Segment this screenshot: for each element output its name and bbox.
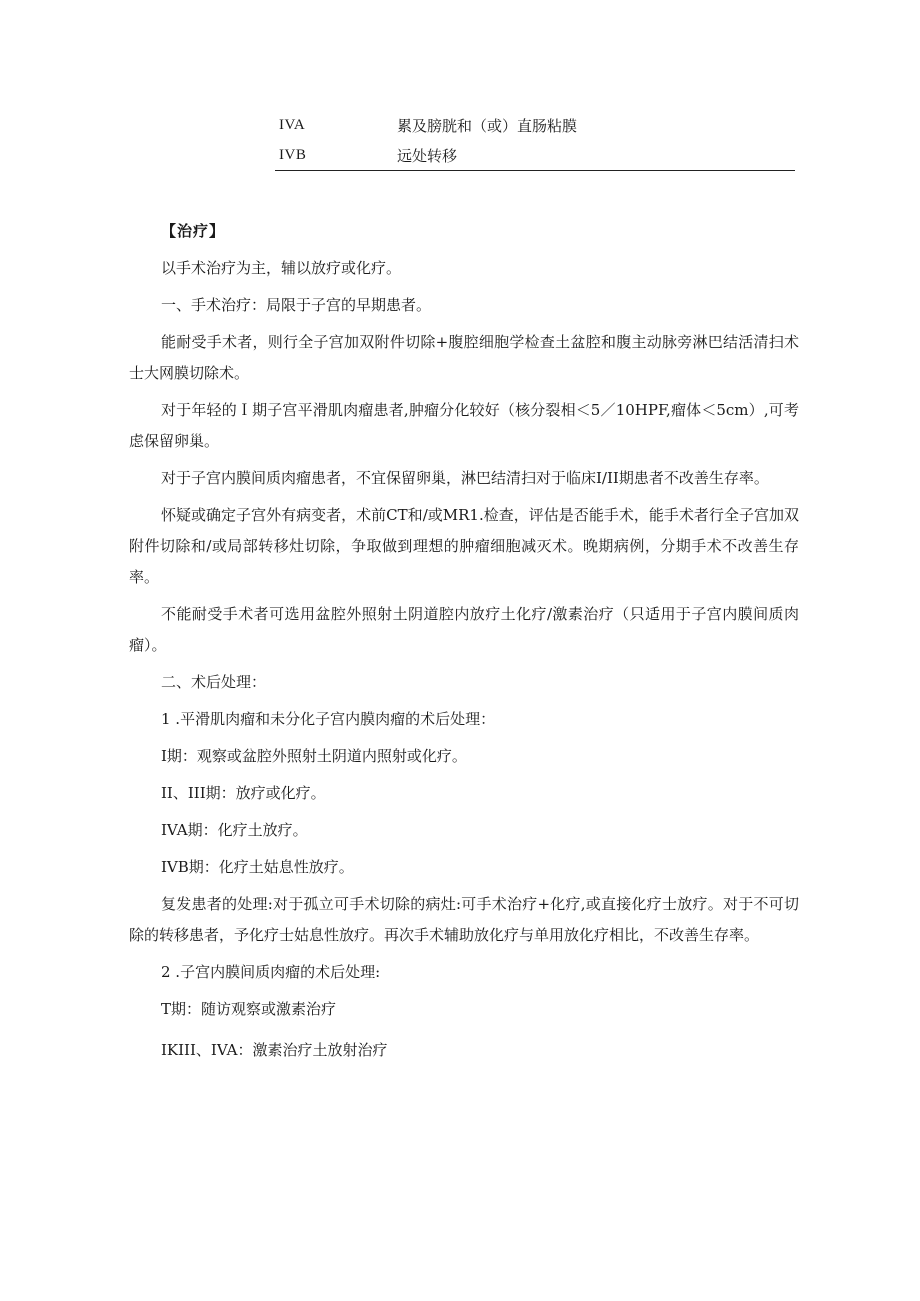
table-row [275, 110, 795, 140]
stage-description: 远处转移 [397, 146, 458, 165]
stage-code: IVA [279, 116, 306, 133]
postop-heading: 二、术后处理： [161, 673, 267, 691]
list-item: IVA期：化疗土放疗。 [161, 821, 308, 839]
paragraph: 复发患者的处理:对于孤立可手术切除的病灶:可手术治疗+化疗,或直接化疗士放疗。对于不可切除的转移患者，予化疗士姑息性放疗。再次手术辅助放化疗与单用放化疗相比，不改善生存率。 [129, 895, 799, 944]
paragraph: 能耐受手术者，则行全子宫加双附件切除+腹腔细胞学检查土盆腔和腹主动脉旁淋巴结活清扫术士大网膜切除术。 [129, 333, 799, 382]
stage-description: 累及膀胱和（或）直肠粘膜 [397, 116, 578, 135]
surgery-heading: 一、手术治疗：局限于子宫的早期患者。 [161, 296, 432, 314]
paragraph: 怀疑或确定子宫外有病变者，术前CT和/或MR1.检查，评估是否能手术，能手术者行全子宫加双附件切除和/或局部转移灶切除，争取做到理想的肿瘤细胞减灭术。晚期病例，分期手术不改善生存率。 [129, 506, 799, 586]
list-item: IVB期：化疗土姑息性放疗。 [161, 858, 354, 876]
paragraph: 不能耐受手术者可选用盆腔外照射土阴道腔内放疗土化疗/激素治疗（只适用于子宫内膜间质肉瘤）。 [129, 605, 799, 654]
list-item: T期：随访观察或激素治疗 [161, 1000, 337, 1018]
list-item: IKIII、IVA：激素治疗土放射治疗 [161, 1041, 388, 1059]
section-title: 【治疗】 [161, 222, 226, 240]
table-bottom-rule [275, 170, 795, 171]
stage-code: IVB [279, 146, 307, 163]
paragraph: 对于年轻的Ｉ期子宫平滑肌肉瘤患者,肿瘤分化较好（核分裂相＜5／10HPF,瘤体＜5cm）,可考虑保留卵巢。 [129, 401, 799, 450]
paragraph: 对于子宫内膜间质肉瘤患者，不宜保留卵巢，淋巴结清扫对于临床I/II期患者不改善生存率。 [161, 469, 769, 487]
intro-paragraph: 以手术治疗为主，辅以放疗或化疗。 [161, 259, 402, 277]
list-item: I期：观察或盆腔外照射土阴道内照射或化疗。 [161, 747, 467, 765]
subsection-heading: 1 .平滑肌肉瘤和未分化子宫内膜肉瘤的术后处理： [161, 710, 496, 728]
list-item: II、III期：放疗或化疗。 [161, 784, 326, 802]
subsection-heading: 2 .子宫内膜间质肉瘤的术后处理: [161, 963, 381, 981]
staging-table [275, 110, 795, 170]
table-row [275, 140, 795, 170]
treatment-section [129, 216, 799, 1066]
